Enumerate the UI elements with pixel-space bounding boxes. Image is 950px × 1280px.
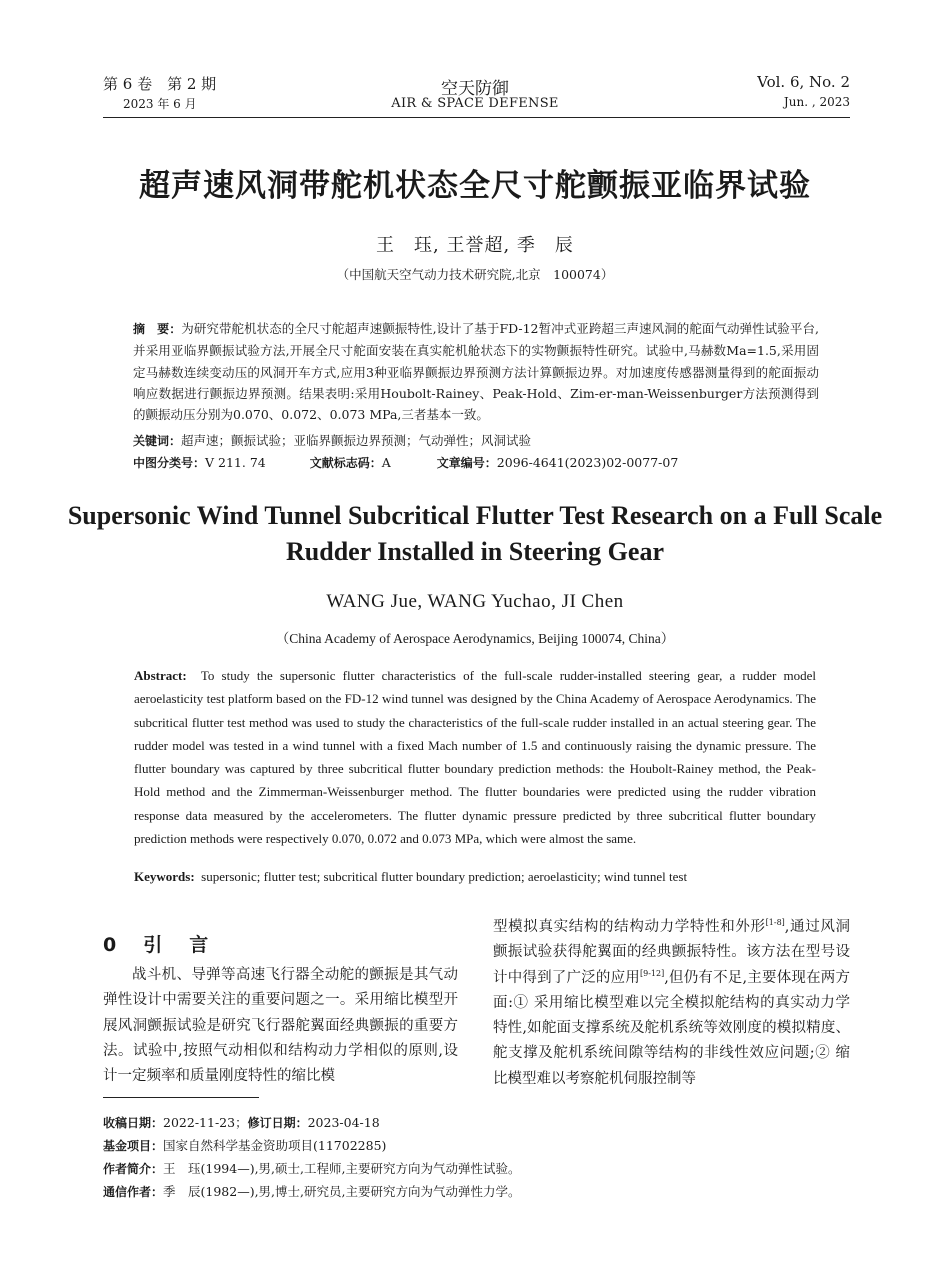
abstract-en-label: Abstract: [134, 668, 187, 683]
footnote-author [103, 1159, 863, 1177]
clc-label: 中图分类号： [133, 456, 206, 470]
authors-en: WANG Jue, WANG Yuchao, JI Chen [326, 591, 624, 612]
article-no-value: 2096-4641(2023)02-0077-07 [496, 455, 679, 470]
citation-9-12[interactable]: [9-12] [639, 968, 665, 978]
corresponding-label: 通信作者： [103, 1185, 164, 1199]
article-no-label: 文章编号： [436, 456, 497, 470]
paper-title-cn: 超声速风洞带舵机状态全尺寸舵颤振亚临界试验 [139, 168, 811, 204]
revised-value: 2023-04-18 [307, 1115, 380, 1130]
body-right-column [493, 915, 850, 1092]
volume-issue-en: Vol. 6, No. 2 [757, 73, 850, 91]
abstract-cn-label: 摘 要： [133, 322, 182, 336]
author-bio-label: 作者简介： [103, 1162, 164, 1176]
body-right-text-2: ,通过风洞颤振试验获得舵翼面的经典颤振特性。该方法在型号设计中得到了广泛的应用 [493, 919, 850, 986]
received-value: 2022-11-23； [163, 1115, 248, 1130]
footnote-corresponding [103, 1182, 863, 1200]
keywords-en [134, 869, 816, 885]
keywords-cn-label: 关键词： [133, 434, 182, 448]
affiliation-en: （China Academy of Aerospace Aerodynamics, Beijing 100074, China） [275, 631, 675, 646]
paper-title-en: Supersonic Wind Tunnel Subcritical Flutter Test Research on a Full Scale Rudder Installed in Steering Gear [67, 501, 883, 566]
header-rule [103, 117, 850, 118]
keywords-en-text: supersonic; flutter test; subcritical flutter boundary prediction; aeroelasticity; wind tunnel test [201, 869, 688, 884]
fund-label: 基金项目： [103, 1139, 164, 1153]
abstract-en [134, 664, 816, 850]
date-cn: 2023 年 6 月 [123, 97, 197, 111]
revised-label: 修订日期： [247, 1116, 308, 1130]
keywords-en-label: Keywords: [134, 869, 195, 884]
classification-line [133, 454, 833, 471]
body-right-text-3: ,但仍有不足,主要体现在两方面:① 采用缩比模型难以完全模拟舵结构的真实动力学特性,如舵面支撑系统及舵机系统等效刚度的模拟精度、舵支撑及舵机系统间隙等结构的非线性效应问题;② 缩比模型难以考察舵机伺服控制等 [493, 969, 850, 1087]
volume-issue-cn: 第 6 卷 第 2 期 [103, 75, 217, 93]
journal-name-en: AIR & SPACE DEFENSE [391, 96, 559, 111]
doc-code-label: 文献标志码： [309, 456, 382, 470]
date-en: Jun. , 2023 [783, 95, 850, 109]
abstract-cn [133, 318, 819, 425]
footnote-rule [103, 1097, 259, 1098]
citation-1-8[interactable]: [1-8] [765, 918, 785, 927]
abstract-en-text: To study the supersonic flutter characteristics of the full-scale rudder-installed steering gear, a rudder model aeroelasticity test platform based on the FD-12 wind tunnel was designed by the China Academy of Aerospace Aerodynamics. The subcritical flutter test method was used to study the characteristics of the full-scale rudder installed in an actual steering gear. The rudder model was tested in a wind tunnel with a fixed Mach number of 1.5 and continuously raising the dynamic pressure. The flutter boundary was captured by three subcritical flutter boundary prediction methods: the Houbolt-Rainey method, the Peak-Hold method and the Zimmerman-Weissenburger method. The flutter boundaries were predicted using the rudder vibration response data measured by the accelerometers. The flutter dynamic pressure predicted by three subcritical flutter boundary prediction methods were respectively 0.070, 0.072 and 0.073 MPa, which were almost the same. [134, 668, 817, 847]
received-label: 收稿日期： [103, 1116, 164, 1130]
section-heading-intro: 0 引 言 [103, 934, 213, 956]
author-bio-value: 王 珏(1994—),男,硕士,工程师,主要研究方向为气动弹性试验。 [163, 1161, 521, 1176]
footnote-fund [103, 1136, 863, 1154]
abstract-cn-text: 为研究带舵机状态的全尺寸舵超声速颤振特性,设计了基于FD-12暂冲式亚跨超三声速风洞的舵面气动弹性试验平台,并采用亚临界颤振试验方法,开展全尺寸舵面安装在真实舵机舱状态下的实物颤振特性研究。试验中,马赫数Ma=1.5,采用固定马赫数连续变动压的风洞开车方式,应用3种亚临界颤振边界预测方法计算颤振边界。对加速度传感器测量得到的舵面振动响应数据进行颤振边界预测。结果表明:采用Houbolt-Rainey、Peak-Hold、Zim-er-man-Weissenburger方法预测得到的颤振动压分别为0.070、0.072、0.073 MPa,三者基本一致。 [133, 321, 819, 423]
journal-name-cn: 空天防御 [441, 79, 509, 99]
clc-value: V 211. 74 [205, 455, 266, 470]
body-right-text-1: 型模拟真实结构的结构动力学特性和外形 [493, 919, 766, 935]
footnote-dates [103, 1113, 863, 1131]
affiliation-cn: （中国航天空气动力技术研究院,北京 100074） [336, 267, 614, 282]
authors-cn: 王 珏, 王誉超, 季 辰 [376, 235, 574, 256]
doc-code-value: A [381, 455, 391, 470]
corresponding-value: 季 辰(1982—),男,博士,研究员,主要研究方向为气动弹性力学。 [163, 1184, 521, 1199]
keywords-cn [133, 431, 823, 449]
fund-value: 国家自然科学基金资助项目(11702285) [163, 1138, 387, 1153]
body-left-column: 战斗机、导弹等高速飞行器全动舵的颤振是其气动弹性设计中需要关注的重要问题之一。采用缩比模型开展风洞颤振试验是研究飞行器舵翼面经典颤振的重要方法。试验中,按照气动相似和结构动力学相似的原则,设计一定频率和质量刚度特性的缩比模 [103, 967, 458, 1085]
keywords-cn-text: 超声速；颤振试验；亚临界颤振边界预测；气动弹性；风洞试验 [181, 433, 532, 448]
